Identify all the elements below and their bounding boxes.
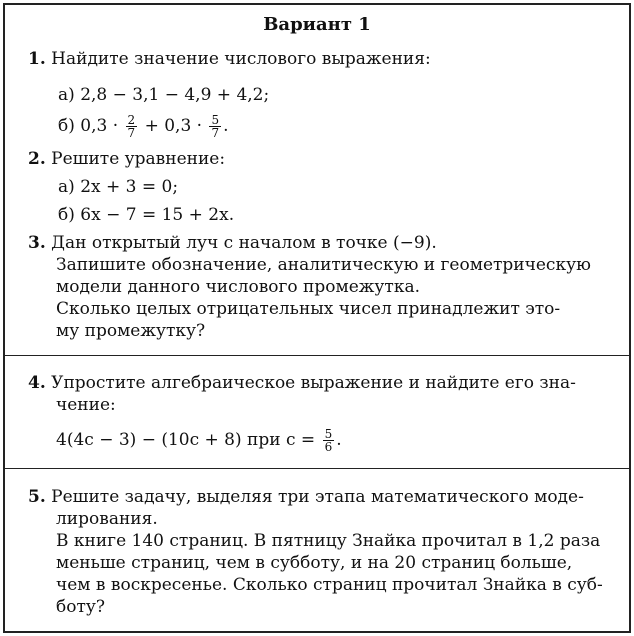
task-2a-label: а) [58, 177, 75, 197]
task-2a [58, 176, 178, 198]
task-3-line-5: му промежутку? [56, 321, 206, 341]
task-5-line-1 [28, 486, 584, 508]
task-2-text: Решите уравнение: [51, 149, 226, 169]
fraction-5-6 [323, 428, 335, 453]
task-1a-label: а) [58, 85, 75, 105]
section-divider [3, 355, 631, 356]
task-5-line-2: лирования. [56, 509, 158, 529]
fraction-denominator: 7 [127, 126, 136, 140]
task-5-line-3: В книге 140 страниц. В пятницу Знайка прочитал в 1,2 раза [56, 531, 601, 551]
task-4-expression-text: 4(4c − 3) − (10c + 8) при c = [56, 430, 316, 450]
task-1b-part2: + 0,3 · [144, 116, 203, 136]
fraction-numerator: 5 [211, 113, 220, 127]
fraction-2-7 [126, 114, 138, 139]
task-1b-label: б) [58, 116, 75, 136]
task-5-text: Решите задачу, выделяя три этапа математического моде- [51, 487, 584, 507]
section-divider [3, 468, 631, 469]
task-3-line-4: Сколько целых отрицательных чисел принадлежит это- [56, 299, 561, 319]
fraction-5-7 [209, 114, 221, 139]
task-1-number: 1. [28, 49, 46, 69]
task-4-line-2: чение: [56, 395, 116, 415]
task-5-line-6: боту? [56, 597, 105, 617]
task-1a [58, 84, 269, 106]
fraction-denominator: 7 [211, 126, 220, 140]
task-4-text: Упростите алгебраическое выражение и найдите его зна- [51, 373, 576, 393]
task-2b-label: б) [58, 205, 75, 225]
task-2a-expression: 2x + 3 = 0; [80, 177, 179, 197]
task-3-line-2: Запишите обозначение, аналитическую и геометрическую [56, 255, 591, 275]
task-4-end: . [336, 430, 342, 450]
task-2b [58, 204, 234, 226]
task-1-text: Найдите значение числового выражения: [51, 49, 431, 69]
task-3-text: Дан открытый луч с началом в точке (−9). [51, 233, 437, 253]
task-5-number: 5. [28, 487, 46, 507]
task-1b [58, 114, 229, 139]
task-1a-expression: 2,8 − 3,1 − 4,9 + 4,2; [80, 85, 270, 105]
task-4-line-1 [28, 372, 576, 394]
task-3-line-1 [28, 232, 437, 254]
task-2b-expression: 6x − 7 = 15 + 2x. [80, 205, 235, 225]
task-4-number: 4. [28, 373, 46, 393]
task-5-line-4: меньше страниц, чем в субботу, и на 20 страниц больше, [56, 553, 573, 573]
task-1b-part1: 0,3 · [80, 116, 119, 136]
fraction-numerator: 5 [324, 427, 333, 441]
task-1b-end: . [223, 116, 229, 136]
task-1 [28, 48, 431, 70]
variant-title: Вариант 1 [263, 14, 371, 35]
task-3-line-3: модели данного числового промежутка. [56, 277, 420, 297]
task-4-expression [56, 428, 342, 453]
task-5-line-5: чем в воскресенье. Сколько страниц прочитал Знайка в суб- [56, 575, 603, 595]
task-3-number: 3. [28, 233, 46, 253]
task-2 [28, 148, 225, 170]
fraction-denominator: 6 [324, 440, 333, 454]
fraction-numerator: 2 [127, 113, 136, 127]
task-2-number: 2. [28, 149, 46, 169]
